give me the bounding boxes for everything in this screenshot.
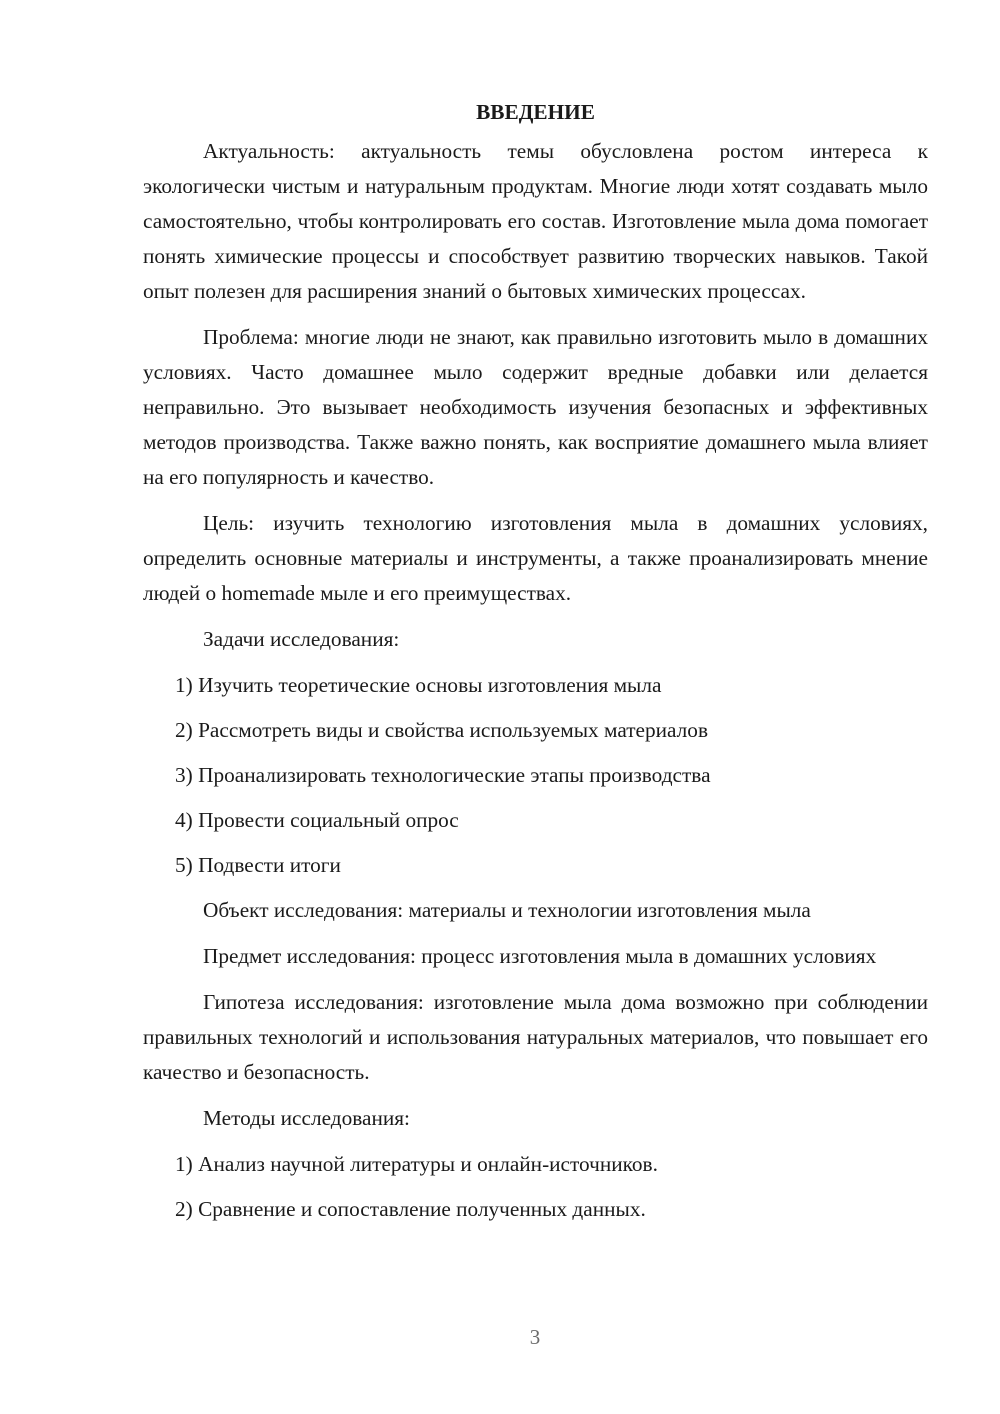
object-paragraph: Объект исследования: материалы и технологии изготовления мыла xyxy=(203,898,811,922)
subject-paragraph: Предмет исследования: процесс изготовления мыла в домашних условиях xyxy=(203,944,877,968)
methods-list xyxy=(143,1147,928,1227)
methods-label: Методы исследования: xyxy=(203,1106,410,1130)
task-item: 5) Подвести итоги xyxy=(175,853,341,877)
task-item: 3) Проанализировать технологические этапы производства xyxy=(175,763,711,787)
method-item: 1) Анализ научной литературы и онлайн-источников. xyxy=(175,1152,658,1176)
document-page xyxy=(143,95,928,1237)
method-item: 2) Сравнение и сопоставление полученных данных. xyxy=(175,1197,646,1221)
page-title: ВВЕДЕНИЕ xyxy=(476,100,595,124)
page-number: 3 xyxy=(529,1325,541,1349)
hypothesis-paragraph: Гипотеза исследования: изготовление мыла дома возможно при соблюдении правильных технологий и использования натуральных материалов, что повышает его качество и безопасность. xyxy=(143,990,928,1084)
task-item: 4) Провести социальный опрос xyxy=(175,808,459,832)
problem-paragraph: Проблема: многие люди не знают, как правильно изготовить мыло в домашних условиях. Часто домашнее мыло содержит вредные добавки или делается неправильно. Это вызывает необходимость изучения безопасных и эффективных методов производства. Также важно понять, как восприятие домашнего мыла влияет на его популярность и качество. xyxy=(143,325,928,489)
task-item: 1) Изучить теоретические основы изготовления мыла xyxy=(175,673,662,697)
goal-paragraph: Цель: изучить технологию изготовления мыла в домашних условиях, определить основные материалы и инструменты, а также проанализировать мнение людей о homemade мыле и его преимуществах. xyxy=(143,511,928,605)
tasks-list xyxy=(143,668,928,883)
task-item: 2) Рассмотреть виды и свойства используемых материалов xyxy=(175,718,708,742)
relevance-paragraph: Актуальность: актуальность темы обусловлена ростом интереса к экологически чистым и натуральным продуктам. Многие люди хотят создавать мыло самостоятельно, чтобы контролировать его состав. Изготовление мыла дома помогает понять химические процессы и способствует развитию творческих навыков. Такой опыт полезен для расширения знаний о бытовых химических процессах. xyxy=(143,139,928,303)
tasks-label: Задачи исследования: xyxy=(203,627,400,651)
